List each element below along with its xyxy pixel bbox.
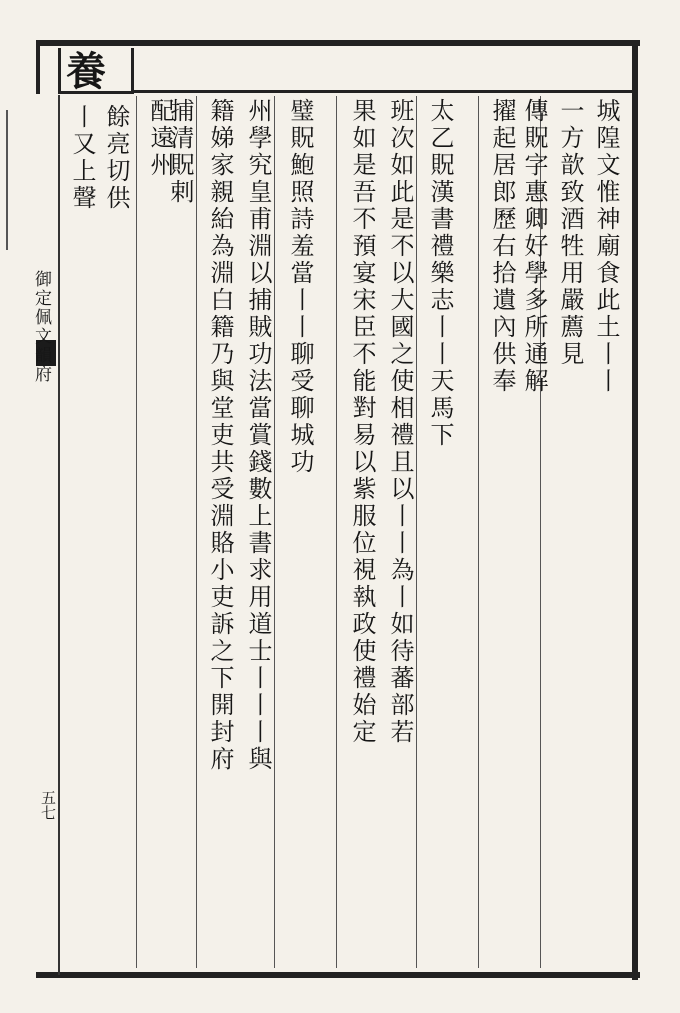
heading-character: 養 <box>66 48 106 95</box>
margin-fragment <box>6 110 48 250</box>
frame-right-border <box>632 40 638 980</box>
frame-top-border <box>36 40 640 46</box>
text-column-11: 捕清貺剌 <box>166 98 194 206</box>
text-column-12: 配遠州 <box>146 98 174 179</box>
text-column-9: 州學究皇甫淵以捕賊功法當賞錢數上書求用道士丨丨丨與 <box>244 98 272 773</box>
text-column-1: 城隍文惟神廟食此土丨丨 <box>592 98 620 395</box>
text-column-4: 擢起居郎歷右拾遺內供奉 <box>488 98 516 395</box>
text-column-6: 班次如此是不以大國之使相禮且以丨丨為丨如待蕃部若 <box>386 98 414 746</box>
text-column-5: 太乙貺漢書禮樂志丨丨天馬下 <box>426 98 454 449</box>
frame-left-border <box>36 40 40 94</box>
text-column-2: 一方歆致酒牲用嚴薦見 <box>556 98 584 368</box>
text-column-14: 丨又上聲 <box>68 104 96 212</box>
text-column-10: 籍娣家親紿為淵白籍乃與堂吏共受淵賂小吏訴之下開封府 <box>206 98 234 773</box>
column-rule <box>136 96 137 968</box>
column-rule <box>336 96 337 968</box>
margin-book-title: 御定佩文韻府 <box>31 270 51 384</box>
text-column-13: 餘亮切供 <box>102 104 130 212</box>
text-column-7: 果如是吾不預宴宋臣不能對易以紫服位視執政使禮始定 <box>348 98 376 746</box>
page-number: 五七 <box>39 790 57 820</box>
column-rule <box>478 96 479 968</box>
heading-rule <box>134 90 634 93</box>
text-column-3: 傳貺字惠卿好學多所通解 <box>520 98 548 395</box>
text-column-8: 璧貺鮑照詩羞當丨丨聊受聊城功 <box>286 98 314 476</box>
